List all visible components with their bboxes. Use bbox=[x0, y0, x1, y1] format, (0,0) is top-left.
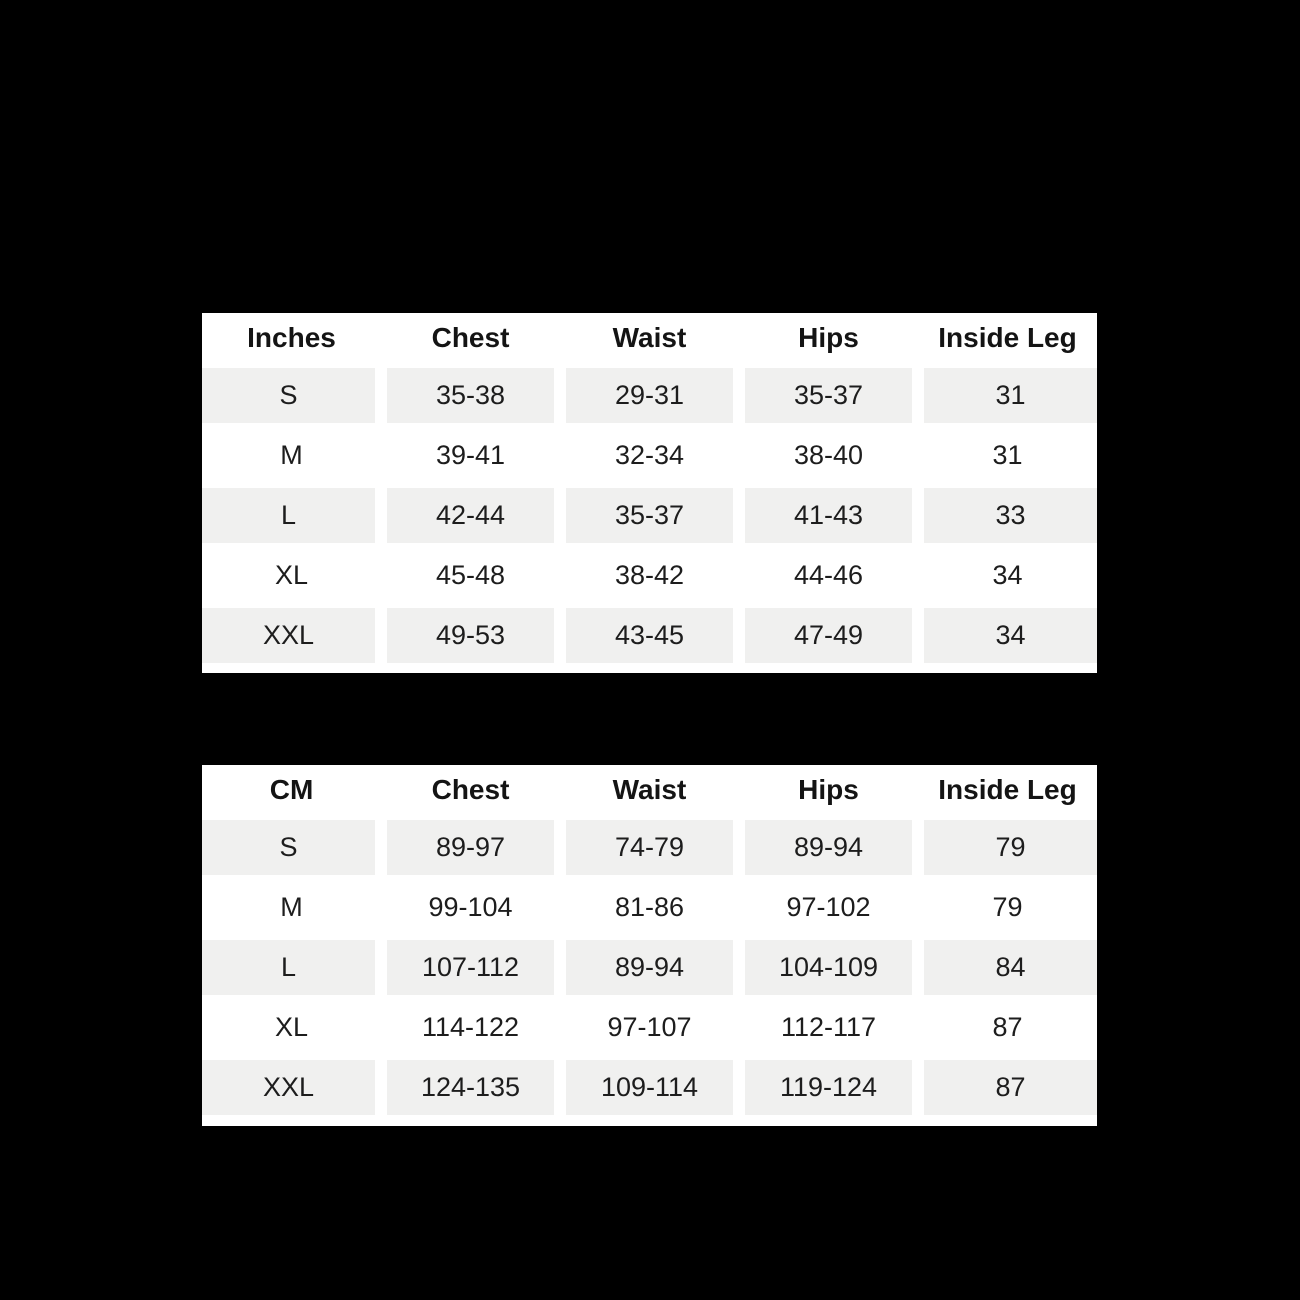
inside-leg-cell: 84 bbox=[918, 935, 1097, 1000]
waist-cell: 89-94 bbox=[560, 935, 739, 1000]
hips-cell: 97-102 bbox=[786, 892, 871, 922]
size-cell: XL bbox=[274, 560, 309, 590]
header-waist: Waist bbox=[612, 774, 687, 805]
header-row bbox=[202, 765, 1097, 815]
size-cell: XXL bbox=[202, 603, 381, 668]
header-waist: Waist bbox=[612, 322, 687, 353]
size-chart-inches bbox=[202, 313, 1097, 673]
header-hips: Hips bbox=[798, 774, 859, 805]
inside-leg-cell: 87 bbox=[992, 1012, 1023, 1042]
inside-leg-cell: 87 bbox=[918, 1055, 1097, 1120]
chest-cell: 107-112 bbox=[381, 935, 560, 1000]
header-chest: Chest bbox=[431, 774, 510, 805]
size-cell: M bbox=[280, 892, 303, 922]
table-row-xxl bbox=[202, 603, 1097, 668]
chest-cell: 124-135 bbox=[381, 1055, 560, 1120]
header-hips: Hips bbox=[798, 322, 859, 353]
inside-leg-cell: 31 bbox=[918, 363, 1097, 428]
size-cell: S bbox=[202, 363, 381, 428]
chest-cell: 99-104 bbox=[428, 892, 513, 922]
chest-cell: 114-122 bbox=[421, 1012, 520, 1042]
hips-cell: 35-37 bbox=[739, 363, 918, 428]
inside-leg-cell: 79 bbox=[992, 892, 1023, 922]
header-inside-leg: Inside Leg bbox=[938, 774, 1077, 805]
hips-cell: 38-40 bbox=[793, 440, 864, 470]
chest-cell: 49-53 bbox=[381, 603, 560, 668]
hips-cell: 119-124 bbox=[739, 1055, 918, 1120]
waist-cell: 43-45 bbox=[560, 603, 739, 668]
chest-cell: 35-38 bbox=[381, 363, 560, 428]
size-chart-cm-table bbox=[202, 765, 1097, 1120]
inside-leg-cell: 33 bbox=[918, 483, 1097, 548]
size-cell: M bbox=[280, 440, 303, 470]
header-inside-leg: Inside Leg bbox=[938, 322, 1077, 353]
inside-leg-cell: 34 bbox=[918, 603, 1097, 668]
chest-cell: 45-48 bbox=[435, 560, 506, 590]
header-unit-cm: CM bbox=[269, 774, 314, 805]
size-cell: XL bbox=[274, 1012, 309, 1042]
waist-cell: 29-31 bbox=[560, 363, 739, 428]
waist-cell: 38-42 bbox=[614, 560, 685, 590]
chest-cell: 89-97 bbox=[381, 815, 560, 880]
size-cell: L bbox=[202, 935, 381, 1000]
inside-leg-cell: 79 bbox=[918, 815, 1097, 880]
table-row-xl bbox=[202, 548, 1097, 603]
waist-cell: 81-86 bbox=[614, 892, 685, 922]
chest-cell: 42-44 bbox=[381, 483, 560, 548]
hips-cell: 89-94 bbox=[739, 815, 918, 880]
table-row-s bbox=[202, 363, 1097, 428]
waist-cell: 109-114 bbox=[560, 1055, 739, 1120]
size-cell: XXL bbox=[202, 1055, 381, 1120]
inside-leg-cell: 31 bbox=[992, 440, 1023, 470]
table-row-l bbox=[202, 483, 1097, 548]
hips-cell: 41-43 bbox=[739, 483, 918, 548]
header-unit-inches: Inches bbox=[247, 322, 336, 353]
size-cell: S bbox=[202, 815, 381, 880]
header-chest: Chest bbox=[431, 322, 510, 353]
hips-cell: 104-109 bbox=[739, 935, 918, 1000]
inside-leg-cell: 34 bbox=[992, 560, 1023, 590]
size-cell: L bbox=[202, 483, 381, 548]
hips-cell: 44-46 bbox=[793, 560, 864, 590]
chest-cell: 39-41 bbox=[435, 440, 506, 470]
waist-cell: 97-107 bbox=[607, 1012, 692, 1042]
waist-cell: 35-37 bbox=[560, 483, 739, 548]
table-row-l bbox=[202, 935, 1097, 1000]
hips-cell: 112-117 bbox=[780, 1012, 877, 1042]
waist-cell: 32-34 bbox=[614, 440, 685, 470]
size-chart-cm bbox=[202, 765, 1097, 1126]
header-row bbox=[202, 313, 1097, 363]
table-row-xl bbox=[202, 1000, 1097, 1055]
waist-cell: 74-79 bbox=[560, 815, 739, 880]
table-row-m bbox=[202, 880, 1097, 935]
hips-cell: 47-49 bbox=[739, 603, 918, 668]
table-row-m bbox=[202, 428, 1097, 483]
size-chart-inches-table bbox=[202, 313, 1097, 668]
table-row-s bbox=[202, 815, 1097, 880]
table-row-xxl bbox=[202, 1055, 1097, 1120]
